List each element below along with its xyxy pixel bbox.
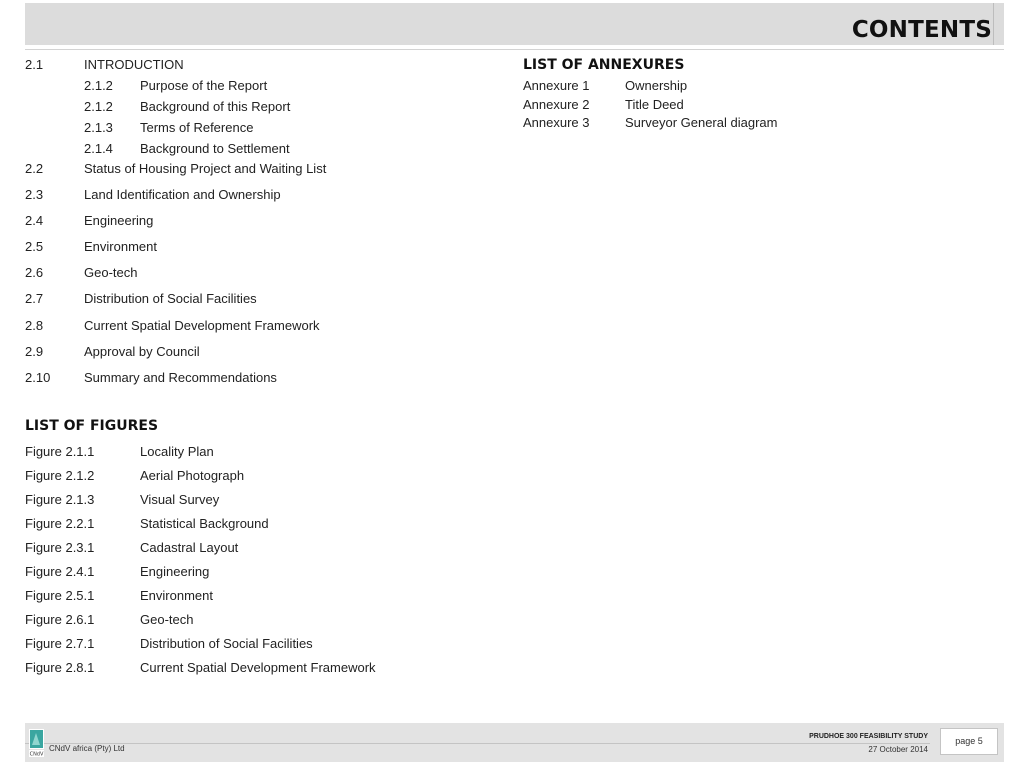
- figure-label: Environment: [140, 588, 213, 603]
- toc-section-number: 2.10: [25, 370, 51, 385]
- figure-label: Visual Survey: [140, 492, 220, 507]
- company-logo-icon: [29, 729, 44, 757]
- toc-sub-label: Terms of Reference: [140, 120, 254, 135]
- figure-number: Figure 2.1.3: [25, 492, 95, 507]
- toc-section-number: 2.2: [25, 161, 44, 176]
- toc-main-row[interactable]: [25, 57, 495, 73]
- toc-section-label: Summary and Recommendations: [84, 370, 277, 385]
- figure-label: Geo-tech: [140, 612, 194, 627]
- toc-sub-number: 2.1.2: [84, 99, 113, 114]
- toc-section-row[interactable]: [25, 239, 495, 255]
- figure-label: Cadastral Layout: [140, 540, 239, 555]
- logo-text: CNdV: [29, 751, 44, 757]
- toc-sub-label: Background to Settlement: [140, 141, 290, 156]
- toc-section-row[interactable]: [25, 161, 495, 177]
- footer: [25, 723, 1004, 762]
- annexure-number: Annexure 1: [523, 78, 590, 93]
- toc-section-number: 2.7: [25, 291, 44, 306]
- header-underline: [25, 49, 1004, 50]
- figure-number: Figure 2.2.1: [25, 516, 95, 531]
- company-name: CNdV africa (Pty) Ltd: [49, 744, 125, 753]
- annexure-number: Annexure 3: [523, 115, 590, 130]
- annexure-label: Title Deed: [625, 97, 684, 112]
- figure-number: Figure 2.1.1: [25, 444, 95, 459]
- toc-section-label: Engineering: [84, 213, 154, 228]
- toc-section-row[interactable]: [25, 344, 495, 360]
- toc-main-label: INTRODUCTION: [84, 57, 184, 72]
- toc-sub-number: 2.1.3: [84, 120, 113, 135]
- figure-label: Locality Plan: [140, 444, 214, 459]
- figure-number: Figure 2.8.1: [25, 660, 95, 675]
- toc-section-label: Land Identification and Ownership: [84, 187, 281, 202]
- figure-number: Figure 2.4.1: [25, 564, 95, 579]
- figure-label: Aerial Photograph: [140, 468, 245, 483]
- toc-sub-number: 2.1.4: [84, 141, 113, 156]
- toc-sub-row[interactable]: [25, 99, 495, 115]
- toc-section-row[interactable]: [25, 265, 495, 281]
- study-title: PRUDHOE 300 FEASIBILITY STUDY: [809, 733, 928, 740]
- figure-label: Statistical Background: [140, 516, 269, 531]
- figure-label: Distribution of Social Facilities: [140, 636, 313, 651]
- figure-number: Figure 2.1.2: [25, 468, 95, 483]
- toc-sub-row[interactable]: [25, 120, 495, 136]
- toc-sub-number: 2.1.2: [84, 78, 113, 93]
- annexures-heading: LIST OF ANNEXURES: [523, 57, 685, 73]
- annexure-label: Ownership: [625, 78, 688, 93]
- header-band: [25, 3, 1004, 45]
- toc-section-row[interactable]: [25, 370, 495, 386]
- toc-section-number: 2.5: [25, 239, 44, 254]
- figure-label: Current Spatial Development Framework: [140, 660, 376, 675]
- document-date: 27 October 2014: [868, 745, 928, 754]
- toc-section-row[interactable]: [25, 291, 495, 307]
- header-divider: [993, 3, 994, 45]
- figure-label: Engineering: [140, 564, 210, 579]
- toc-section-number: 2.4: [25, 213, 44, 228]
- toc-section-number: 2.8: [25, 318, 44, 333]
- figure-number: Figure 2.7.1: [25, 636, 95, 651]
- toc-section-number: 2.6: [25, 265, 44, 280]
- toc-section-row[interactable]: [25, 187, 495, 203]
- figures-heading: LIST OF FIGURES: [25, 418, 159, 434]
- footer-divider: [25, 743, 930, 744]
- toc-section-label: Status of Housing Project and Waiting List: [84, 161, 327, 176]
- figure-number: Figure 2.5.1: [25, 588, 95, 603]
- toc-section-row[interactable]: [25, 318, 495, 334]
- page-number: page 5: [940, 728, 998, 755]
- figure-number: Figure 2.3.1: [25, 540, 95, 555]
- toc-sub-row[interactable]: [25, 141, 495, 157]
- annexure-number: Annexure 2: [523, 97, 590, 112]
- toc-section-label: Approval by Council: [84, 344, 200, 359]
- toc-sub-label: Purpose of the Report: [140, 78, 268, 93]
- toc-sub-row[interactable]: [25, 78, 495, 94]
- figure-number: Figure 2.6.1: [25, 612, 95, 627]
- page-title: CONTENTS: [851, 17, 992, 43]
- toc-section-label: Distribution of Social Facilities: [84, 291, 257, 306]
- annexure-label: Surveyor General diagram: [625, 115, 778, 130]
- toc-section-row[interactable]: [25, 213, 495, 229]
- toc-section-number: 2.3: [25, 187, 44, 202]
- toc-sub-label: Background of this Report: [140, 99, 291, 114]
- toc-section-label: Environment: [84, 239, 157, 254]
- toc-section-number: 2.9: [25, 344, 44, 359]
- toc-section-label: Geo-tech: [84, 265, 138, 280]
- toc-section-label: Current Spatial Development Framework: [84, 318, 320, 333]
- toc-main-number: 2.1: [25, 57, 44, 72]
